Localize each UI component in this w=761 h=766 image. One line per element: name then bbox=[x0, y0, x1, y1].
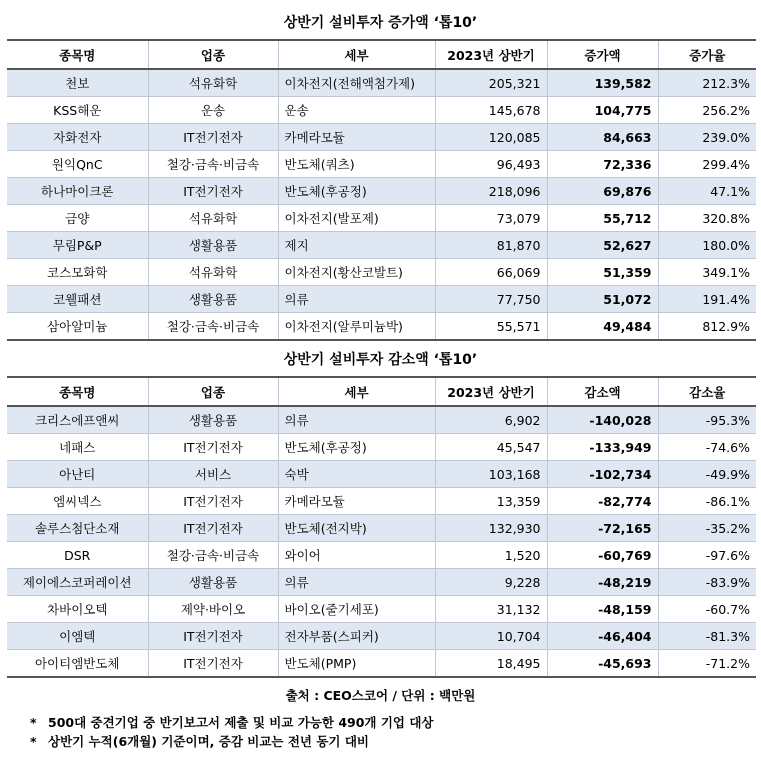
detail-cell: 카메라모듈 bbox=[278, 124, 435, 151]
industry-cell: 운송 bbox=[148, 97, 278, 124]
h1-value-cell: 18,495 bbox=[435, 650, 547, 678]
table-row bbox=[7, 124, 756, 151]
h1-value-cell: 66,069 bbox=[435, 259, 547, 286]
detail-cell: 와이어 bbox=[278, 542, 435, 569]
industry-cell: 석유화학 bbox=[148, 259, 278, 286]
column-header: 종목명 bbox=[7, 377, 148, 406]
column-header: 종목명 bbox=[7, 40, 148, 69]
industry-cell: IT전기전자 bbox=[148, 488, 278, 515]
company-name-cell: 코스모화학 bbox=[7, 259, 148, 286]
change-rate-cell: 180.0% bbox=[658, 232, 756, 259]
h1-value-cell: 205,321 bbox=[435, 69, 547, 97]
h1-value-cell: 1,520 bbox=[435, 542, 547, 569]
industry-cell: 석유화학 bbox=[148, 69, 278, 97]
change-amount-cell: -60,769 bbox=[547, 542, 658, 569]
footnote-bullet: * bbox=[30, 715, 37, 730]
detail-cell: 운송 bbox=[278, 97, 435, 124]
increase-table-body bbox=[7, 69, 756, 340]
change-rate-cell: 299.4% bbox=[658, 151, 756, 178]
detail-cell: 바이오(줄기세포) bbox=[278, 596, 435, 623]
industry-cell: 생활용품 bbox=[148, 232, 278, 259]
footnote bbox=[30, 732, 434, 751]
detail-cell: 전자부품(스피커) bbox=[278, 623, 435, 650]
table-row bbox=[7, 461, 756, 488]
table-header-row bbox=[7, 40, 756, 69]
change-rate-cell: 239.0% bbox=[658, 124, 756, 151]
source-line: 출처 : CEO스코어 / 단위 : 백만원 bbox=[285, 688, 476, 703]
industry-cell: 석유화학 bbox=[148, 205, 278, 232]
company-name-cell: 천보 bbox=[7, 69, 148, 97]
table-row bbox=[7, 434, 756, 461]
table-row bbox=[7, 488, 756, 515]
change-amount-cell: -82,774 bbox=[547, 488, 658, 515]
h1-value-cell: 73,079 bbox=[435, 205, 547, 232]
table-row bbox=[7, 151, 756, 178]
change-amount-cell: -140,028 bbox=[547, 406, 658, 434]
detail-cell: 반도체(쿼츠) bbox=[278, 151, 435, 178]
change-amount-cell: -46,404 bbox=[547, 623, 658, 650]
table-row bbox=[7, 232, 756, 259]
change-amount-cell: 69,876 bbox=[547, 178, 658, 205]
detail-cell: 반도체(전지박) bbox=[278, 515, 435, 542]
column-header: 2023년 상반기 bbox=[435, 377, 547, 406]
industry-cell: 생활용품 bbox=[148, 286, 278, 313]
change-amount-cell: 51,359 bbox=[547, 259, 658, 286]
company-name-cell: 하나마이크론 bbox=[7, 178, 148, 205]
change-amount-cell: 84,663 bbox=[547, 124, 658, 151]
industry-cell: 서비스 bbox=[148, 461, 278, 488]
decrease-table-title: 상반기 설비투자 감소액 ‘톱10’ bbox=[283, 352, 478, 368]
change-rate-cell: 320.8% bbox=[658, 205, 756, 232]
h1-value-cell: 81,870 bbox=[435, 232, 547, 259]
industry-cell: IT전기전자 bbox=[148, 434, 278, 461]
footnote-text: 상반기 누적(6개월) 기준이며, 증감 비교는 전년 동기 대비 bbox=[48, 734, 369, 749]
company-name-cell: 아난티 bbox=[7, 461, 148, 488]
table-row bbox=[7, 205, 756, 232]
table-row bbox=[7, 259, 756, 286]
industry-cell: 철강·금속·비금속 bbox=[148, 151, 278, 178]
company-name-cell: DSR bbox=[7, 542, 148, 569]
industry-cell: IT전기전자 bbox=[148, 124, 278, 151]
industry-cell: IT전기전자 bbox=[148, 178, 278, 205]
h1-value-cell: 13,359 bbox=[435, 488, 547, 515]
change-amount-cell: -102,734 bbox=[547, 461, 658, 488]
h1-value-cell: 6,902 bbox=[435, 406, 547, 434]
company-name-cell: 제이에스코퍼레이션 bbox=[7, 569, 148, 596]
h1-value-cell: 103,168 bbox=[435, 461, 547, 488]
company-name-cell: 솔루스첨단소재 bbox=[7, 515, 148, 542]
h1-value-cell: 45,547 bbox=[435, 434, 547, 461]
company-name-cell: KSS해운 bbox=[7, 97, 148, 124]
h1-value-cell: 120,085 bbox=[435, 124, 547, 151]
industry-cell: IT전기전자 bbox=[148, 623, 278, 650]
h1-value-cell: 77,750 bbox=[435, 286, 547, 313]
detail-cell: 반도체(후공정) bbox=[278, 178, 435, 205]
decrease-table-body bbox=[7, 406, 756, 677]
change-amount-cell: -72,165 bbox=[547, 515, 658, 542]
table-row bbox=[7, 69, 756, 97]
change-rate-cell: -74.6% bbox=[658, 434, 756, 461]
company-name-cell: 차바이오텍 bbox=[7, 596, 148, 623]
detail-cell: 의류 bbox=[278, 569, 435, 596]
change-rate-cell: -71.2% bbox=[658, 650, 756, 678]
column-header: 감소액 bbox=[547, 377, 658, 406]
detail-cell: 이차전지(발포제) bbox=[278, 205, 435, 232]
change-rate-cell: 256.2% bbox=[658, 97, 756, 124]
table-row bbox=[7, 569, 756, 596]
detail-cell: 의류 bbox=[278, 286, 435, 313]
company-name-cell: 금양 bbox=[7, 205, 148, 232]
change-amount-cell: 52,627 bbox=[547, 232, 658, 259]
change-amount-cell: -45,693 bbox=[547, 650, 658, 678]
detail-cell: 이차전지(알루미늄박) bbox=[278, 313, 435, 341]
h1-value-cell: 9,228 bbox=[435, 569, 547, 596]
detail-cell: 카메라모듈 bbox=[278, 488, 435, 515]
industry-cell: IT전기전자 bbox=[148, 515, 278, 542]
company-name-cell: 자화전자 bbox=[7, 124, 148, 151]
change-amount-cell: 104,775 bbox=[547, 97, 658, 124]
table-row bbox=[7, 286, 756, 313]
change-rate-cell: -97.6% bbox=[658, 542, 756, 569]
company-name-cell: 삼아알미늄 bbox=[7, 313, 148, 341]
column-header: 세부 bbox=[278, 40, 435, 69]
company-name-cell: 코웰패션 bbox=[7, 286, 148, 313]
h1-value-cell: 96,493 bbox=[435, 151, 547, 178]
table-row bbox=[7, 515, 756, 542]
table-row bbox=[7, 406, 756, 434]
change-rate-cell: -49.9% bbox=[658, 461, 756, 488]
change-amount-cell: -48,219 bbox=[547, 569, 658, 596]
column-header: 증가액 bbox=[547, 40, 658, 69]
company-name-cell: 원익QnC bbox=[7, 151, 148, 178]
industry-cell: 철강·금속·비금속 bbox=[148, 313, 278, 341]
change-rate-cell: 212.3% bbox=[658, 69, 756, 97]
table-row bbox=[7, 650, 756, 678]
detail-cell: 반도체(후공정) bbox=[278, 434, 435, 461]
footnote-bullet: * bbox=[30, 734, 37, 749]
company-name-cell: 무림P&P bbox=[7, 232, 148, 259]
change-rate-cell: -60.7% bbox=[658, 596, 756, 623]
h1-value-cell: 145,678 bbox=[435, 97, 547, 124]
detail-cell: 제지 bbox=[278, 232, 435, 259]
column-header: 2023년 상반기 bbox=[435, 40, 547, 69]
industry-cell: IT전기전자 bbox=[148, 650, 278, 678]
footnote bbox=[30, 713, 434, 732]
h1-value-cell: 55,571 bbox=[435, 313, 547, 341]
change-amount-cell: 49,484 bbox=[547, 313, 658, 341]
change-rate-cell: -83.9% bbox=[658, 569, 756, 596]
table-row bbox=[7, 313, 756, 341]
h1-value-cell: 10,704 bbox=[435, 623, 547, 650]
column-header: 감소율 bbox=[658, 377, 756, 406]
column-header: 업종 bbox=[148, 377, 278, 406]
column-header: 업종 bbox=[148, 40, 278, 69]
company-name-cell: 네패스 bbox=[7, 434, 148, 461]
table-row bbox=[7, 542, 756, 569]
company-name-cell: 이엠텍 bbox=[7, 623, 148, 650]
increase-table bbox=[7, 39, 756, 341]
table-row bbox=[7, 178, 756, 205]
company-name-cell: 엠씨넥스 bbox=[7, 488, 148, 515]
change-rate-cell: -86.1% bbox=[658, 488, 756, 515]
change-amount-cell: 55,712 bbox=[547, 205, 658, 232]
detail-cell: 이차전지(전해액첨가제) bbox=[278, 69, 435, 97]
change-amount-cell: 51,072 bbox=[547, 286, 658, 313]
h1-value-cell: 132,930 bbox=[435, 515, 547, 542]
change-amount-cell: 72,336 bbox=[547, 151, 658, 178]
footnotes bbox=[30, 713, 434, 751]
company-name-cell: 아이티엠반도체 bbox=[7, 650, 148, 678]
table-header-row bbox=[7, 377, 756, 406]
detail-cell: 이차전지(황산코발트) bbox=[278, 259, 435, 286]
change-rate-cell: 47.1% bbox=[658, 178, 756, 205]
change-amount-cell: 139,582 bbox=[547, 69, 658, 97]
increase-table-title: 상반기 설비투자 증가액 ‘톱10’ bbox=[283, 15, 478, 31]
column-header: 증가율 bbox=[658, 40, 756, 69]
change-rate-cell: -95.3% bbox=[658, 406, 756, 434]
change-rate-cell: 349.1% bbox=[658, 259, 756, 286]
table-row bbox=[7, 596, 756, 623]
h1-value-cell: 218,096 bbox=[435, 178, 547, 205]
change-amount-cell: -48,159 bbox=[547, 596, 658, 623]
detail-cell: 반도체(PMP) bbox=[278, 650, 435, 678]
column-header: 세부 bbox=[278, 377, 435, 406]
detail-cell: 의류 bbox=[278, 406, 435, 434]
table-row bbox=[7, 623, 756, 650]
change-rate-cell: 191.4% bbox=[658, 286, 756, 313]
company-name-cell: 크리스에프앤씨 bbox=[7, 406, 148, 434]
industry-cell: 생활용품 bbox=[148, 569, 278, 596]
detail-cell: 숙박 bbox=[278, 461, 435, 488]
table-row bbox=[7, 97, 756, 124]
change-rate-cell: -81.3% bbox=[658, 623, 756, 650]
industry-cell: 제약·바이오 bbox=[148, 596, 278, 623]
industry-cell: 생활용품 bbox=[148, 406, 278, 434]
decrease-table bbox=[7, 376, 756, 678]
footnote-text: 500대 중견기업 중 반기보고서 제출 및 비교 가능한 490개 기업 대상 bbox=[48, 715, 434, 730]
change-rate-cell: 812.9% bbox=[658, 313, 756, 341]
industry-cell: 철강·금속·비금속 bbox=[148, 542, 278, 569]
change-rate-cell: -35.2% bbox=[658, 515, 756, 542]
change-amount-cell: -133,949 bbox=[547, 434, 658, 461]
h1-value-cell: 31,132 bbox=[435, 596, 547, 623]
